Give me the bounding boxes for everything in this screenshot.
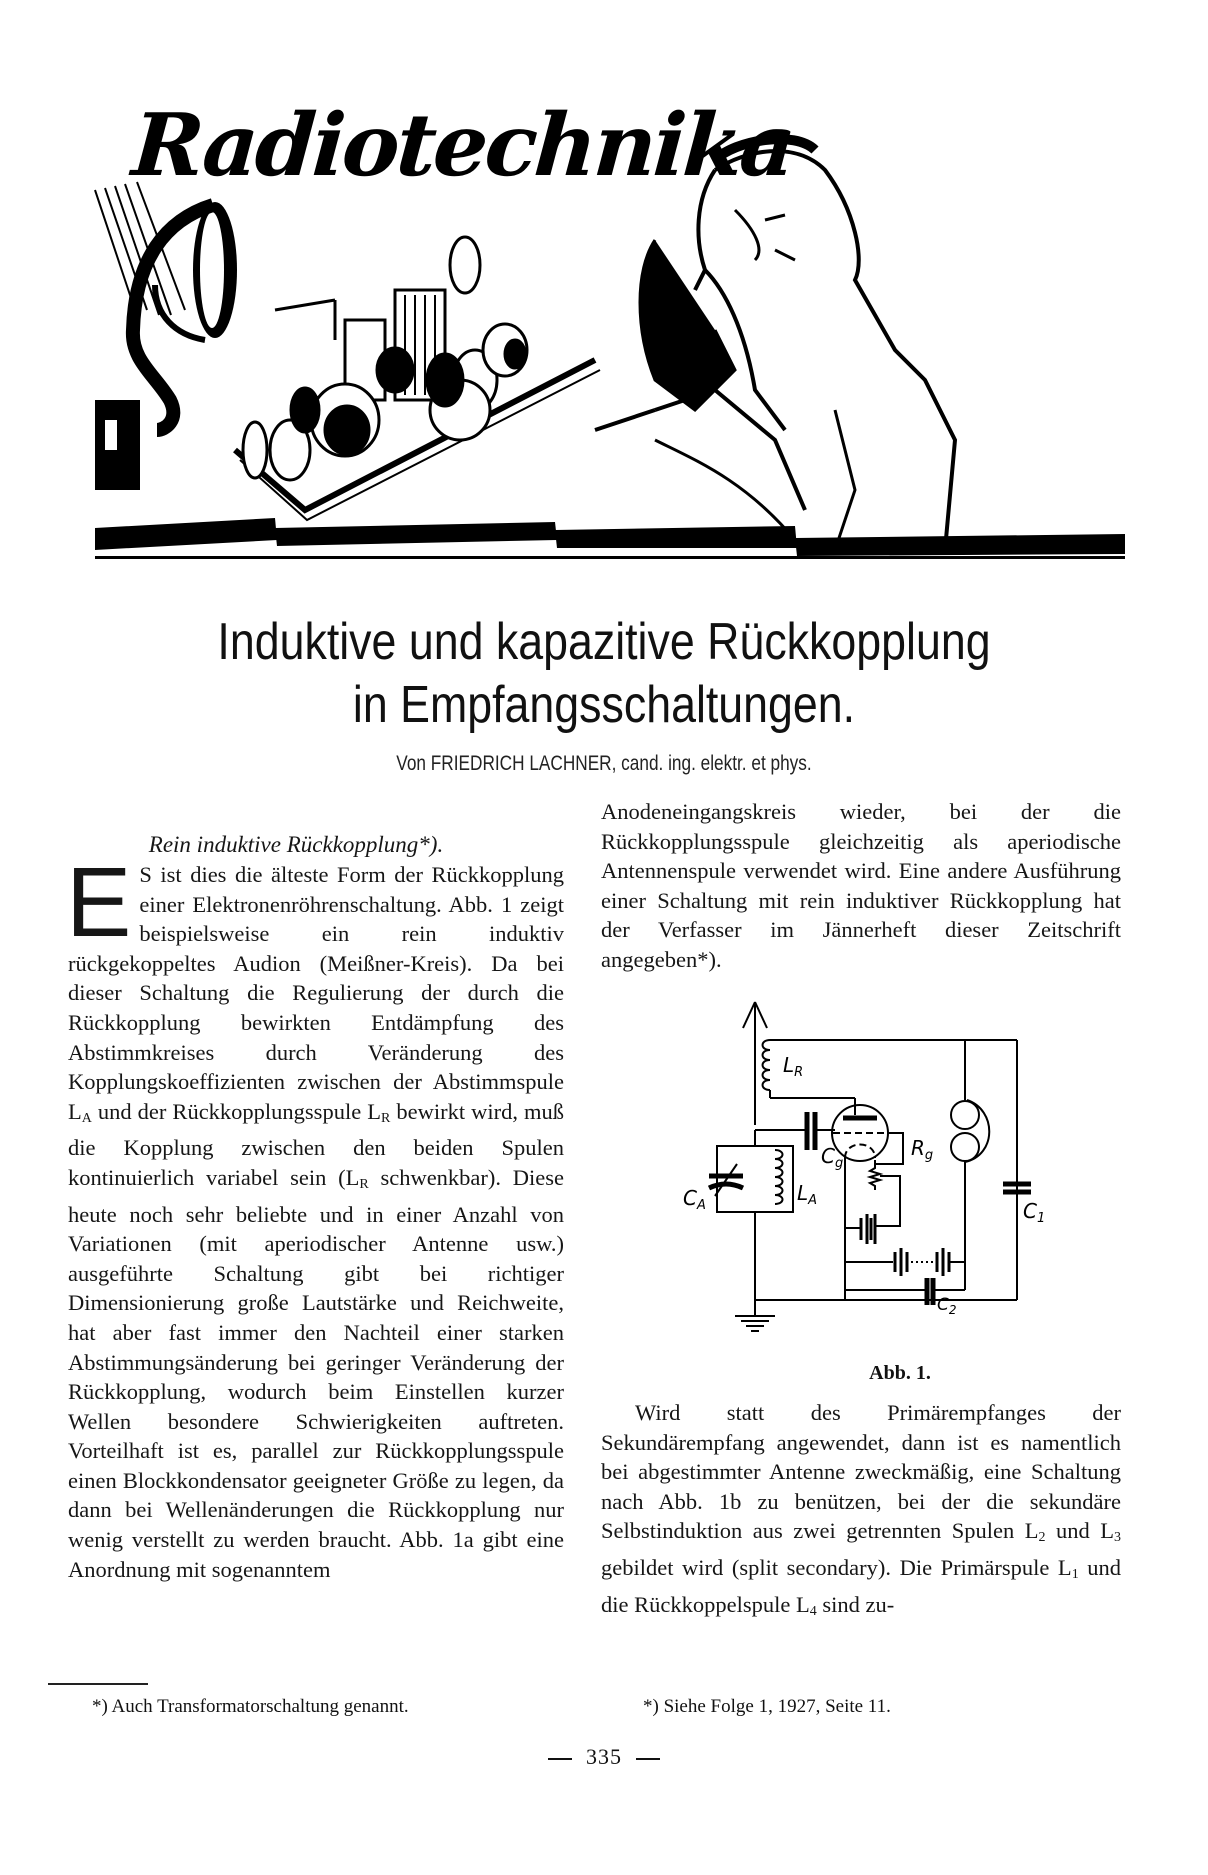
body-text: schwenkbar). Diese heute noch sehr beliebte und in einer Anzahl von Variationen (mit aperiodischer Antenne usw.) ausgeführte Schaltung gibt bei richtiger Dimensionierung große Lautstärke und Reichweite, hat aber fast immer den Nachteil einer starken Abstimmungsänderung bei geringer Veränderung der Rückkopplung, wodurch beim Einstellen kurzer Wellen besondere Schwierigkeiten auftreten. Vorteilhaft ist es, parallel zur Rückkopplungsspule einen Blockkondensator geeigneter Größe zu legen, da dann bei Wellenänderungen die Rückkopplung nur wenig verstellt zu werden braucht. Abb. 1a gibt eine Anordnung mit sogenanntem xyxy=(68,1164,564,1582)
vacuum-tube-icon xyxy=(832,1105,888,1161)
right-column-top xyxy=(601,797,1121,975)
label-cg: $C_g$ xyxy=(821,1144,844,1171)
right-column-bottom xyxy=(601,1398,1121,1626)
label-lr: $L_R$ xyxy=(783,1053,804,1080)
drop-cap: E xyxy=(66,847,132,957)
man-figure-icon xyxy=(595,139,955,550)
body-paragraph xyxy=(66,847,564,1584)
battery-filament-icon xyxy=(845,1214,875,1244)
page-number xyxy=(0,1744,1208,1770)
symbol-lr: $L_R$ xyxy=(345,1164,369,1192)
battery-anode-icon xyxy=(845,1248,965,1276)
masthead-illustration xyxy=(95,95,1125,565)
dash-right xyxy=(636,1758,660,1760)
body-paragraph: Anodeneingangskreis wieder, bei der die Rückkopplungsspule gleichzeitig als aperiodische Antennenspule verwendet wird. Eine andere Ausführung einer Schaltung mit rein induktiver Rückkopplung hat der Verfasser im Jännerheft dieser Zeitschrift angegeben*). xyxy=(601,799,1121,972)
ground-icon xyxy=(735,1300,775,1331)
variable-capacitor-ca-icon xyxy=(709,1164,743,1196)
figure-caption: Abb. 1. xyxy=(869,1362,931,1384)
label-c1: $C_1$ xyxy=(1023,1199,1046,1226)
resistor-rg-icon xyxy=(875,1133,903,1164)
radio-set-icon xyxy=(235,237,600,520)
label-la: $L_A$ xyxy=(797,1181,818,1208)
article-title-line-1: Induktive und kapazitive Rückkopplung xyxy=(217,613,991,671)
page-number-text: 335 xyxy=(586,1744,622,1769)
headphones-icon xyxy=(951,1100,989,1262)
masthead-title: Radiotechnika xyxy=(128,95,797,196)
label-rg: $R_g$ xyxy=(911,1136,934,1163)
capacitor-cg-icon xyxy=(807,1112,815,1150)
body-text: bewirkt wird, muß die Kopplung zwischen den beiden Spulen kontinuierlich variabel sein ( xyxy=(68,1098,564,1190)
masthead-rule xyxy=(95,518,1125,559)
label-ca: $C_A$ xyxy=(683,1186,706,1213)
symbol-la: $L_A$ xyxy=(68,1098,92,1126)
body-text: und der Rückkopplungsspule xyxy=(91,1098,368,1124)
circuit-diagram-abb-1 xyxy=(683,1000,1065,1340)
byline: Von FRIEDRICH LACHNER, cand. ing. elektr. et phys. xyxy=(396,752,812,775)
horn-speaker-icon xyxy=(95,202,237,490)
section-subheading: Rein induktive Rückkopplung*). xyxy=(148,832,444,857)
body-text: S ist dies die älteste Form der Rückkopplung einer Elektronenröhrenschaltung. Abb. 1 zeigt beispielsweise ein rein induktiv rückgekoppeltes Audion (Meißner-Kreis). Da bei dieser Schaltung die Regulierung der durch die Rückkopplung bewirkten Entdämpfung des Abstimmkreises durch Veränderung des Kopplungskoeffizienten zwischen der Abstimmspule xyxy=(68,862,564,1095)
footnote-left: *) Auch Transformatorschaltung genannt. xyxy=(92,1696,409,1717)
coil-lr-icon xyxy=(763,1040,856,1115)
label-c2: $C_2$ xyxy=(937,1295,957,1317)
footnote-right: *) Siehe Folge 1, 1927, Seite 11. xyxy=(643,1696,891,1717)
tuning-circuit xyxy=(709,1130,793,1300)
coil-la-icon xyxy=(775,1150,783,1204)
footnote-divider xyxy=(48,1683,148,1685)
dash-left xyxy=(548,1758,572,1760)
body-paragraph: Wird statt des Primärempfanges der Sekundärempfang angewendet, dann ist es namentlich bei abgestimmter Antenne zweckmäßig, eine Schaltung nach Abb. 1b zu benützen, bei der die sekundäre Selbstinduktion aus zwei getrennten Spulen $L_2$ und $L_3$ gebildet wird (split secondary). Die Primärspule $L_1$ und die Rückkoppelspule $L_4$ sind zu- xyxy=(601,1400,1122,1619)
symbol-lr: $L_R$ xyxy=(367,1098,391,1126)
left-column xyxy=(68,830,564,1584)
article-title-line-2: in Empfangsschaltungen. xyxy=(352,676,856,734)
